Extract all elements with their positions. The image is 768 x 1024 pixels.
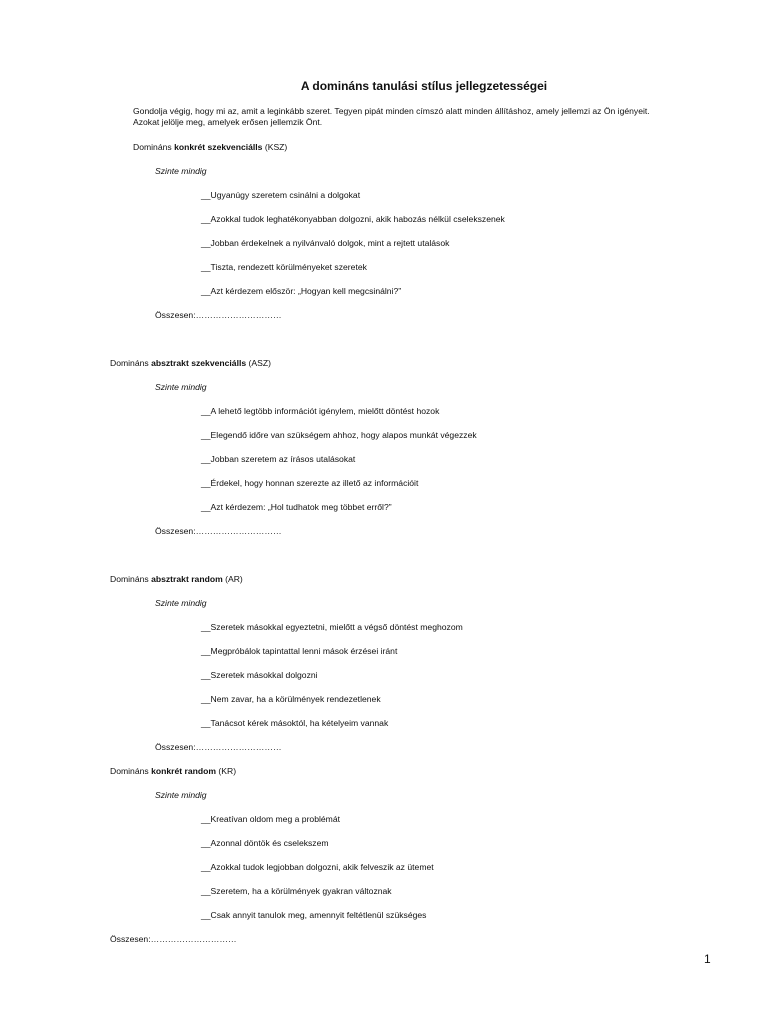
checklist-item[interactable]: __Érdekel, hogy honnan szerezte az illető az információit	[201, 478, 419, 488]
heading-style-name: konkrét random	[151, 766, 217, 776]
section-heading-asz	[110, 358, 271, 369]
checklist-item[interactable]: __Megpróbálok tapintattal lenni mások érzései iránt	[201, 646, 398, 656]
heading-code: (KR)	[216, 766, 237, 776]
checklist-item[interactable]: __Szeretek másokkal dolgozni	[201, 670, 318, 680]
page-number: 1	[704, 952, 711, 966]
section-subheading: Szinte mindig	[155, 790, 207, 800]
section-total-field[interactable]: Összesen:…………………………	[155, 310, 282, 320]
heading-code: (ASZ)	[246, 358, 271, 368]
heading-style-name: absztrakt szekvenciálls	[151, 358, 247, 368]
checklist-item[interactable]: __Azokkal tudok legjobban dolgozni, akik felveszik az ütemet	[201, 862, 434, 872]
checklist-item[interactable]: __Ugyanúgy szeretem csinálni a dolgokat	[201, 190, 361, 200]
section-heading-ar	[110, 574, 243, 585]
section-total-field[interactable]: Összesen:…………………………	[155, 526, 282, 536]
section-heading-kr	[110, 766, 236, 777]
checklist-item[interactable]: __Jobban érdekelnek a nyilvánvaló dolgok, mint a rejtett utalások	[201, 238, 450, 248]
heading-style-name: absztrakt random	[151, 574, 223, 584]
checklist-item[interactable]: __Azokkal tudok leghatékonyabban dolgozni, akik habozás nélkül cselekszenek	[201, 214, 505, 224]
section-total-field[interactable]: Összesen:…………………………	[110, 934, 237, 944]
section-subheading: Szinte mindig	[155, 598, 207, 608]
checklist-item[interactable]: __Kreatívan oldom meg a problémát	[201, 814, 341, 824]
checklist-item[interactable]: __Nem zavar, ha a körülmények rendezetlenek	[201, 694, 381, 704]
section-subheading: Szinte mindig	[155, 166, 207, 176]
checklist-item[interactable]: __Jobban szeretem az írásos utalásokat	[201, 454, 356, 464]
heading-code: (KSZ)	[262, 142, 288, 152]
heading-prefix: Domináns	[110, 766, 152, 776]
checklist-item[interactable]: __Azt kérdezem először: „Hogyan kell megcsinálni?”	[201, 286, 402, 296]
checklist-item[interactable]: __Azonnal döntök és cselekszem	[201, 838, 329, 848]
heading-code: (AR)	[222, 574, 243, 584]
checklist-item[interactable]: __A lehető legtöbb információt igénylem, mielőtt döntést hozok	[201, 406, 440, 416]
document-title: A domináns tanulási stílus jellegzetességei	[300, 79, 548, 93]
heading-prefix: Domináns	[110, 574, 152, 584]
section-heading-ksz	[133, 142, 287, 153]
heading-style-name: konkrét szekvenciálls	[174, 142, 263, 152]
checklist-item[interactable]: __Szeretem, ha a körülmények gyakran változnak	[201, 886, 392, 896]
heading-prefix: Domináns	[110, 358, 152, 368]
intro-line-1: Gondolja végig, hogy mi az, amit a leginkább szeret. Tegyen pipát minden címszó alatt minden állításhoz, amely jellemzi az Ön igényeit.	[133, 106, 650, 116]
checklist-item[interactable]: __Azt kérdezem: „Hol tudhatok meg többet erről?”	[201, 502, 392, 512]
heading-prefix: Domináns	[133, 142, 175, 152]
checklist-item[interactable]: __Szeretek másokkal egyeztetni, mielőtt a végső döntést meghozom	[201, 622, 463, 632]
intro-line-2: Azokat jelölje meg, amelyek erősen jellemzik Önt.	[133, 117, 323, 128]
checklist-item[interactable]: __Csak annyit tanulok meg, amennyit feltétlenül szükséges	[201, 910, 427, 920]
section-total-field[interactable]: Összesen:…………………………	[155, 742, 282, 752]
intro-text	[133, 106, 713, 128]
checklist-item[interactable]: __Tanácsot kérek másoktól, ha kételyeim vannak	[201, 718, 389, 728]
checklist-item[interactable]: __Elegendő időre van szükségem ahhoz, hogy alapos munkát végezzek	[201, 430, 477, 440]
checklist-item[interactable]: __Tiszta, rendezett körülményeket szeretek	[201, 262, 367, 272]
section-subheading: Szinte mindig	[155, 382, 207, 392]
